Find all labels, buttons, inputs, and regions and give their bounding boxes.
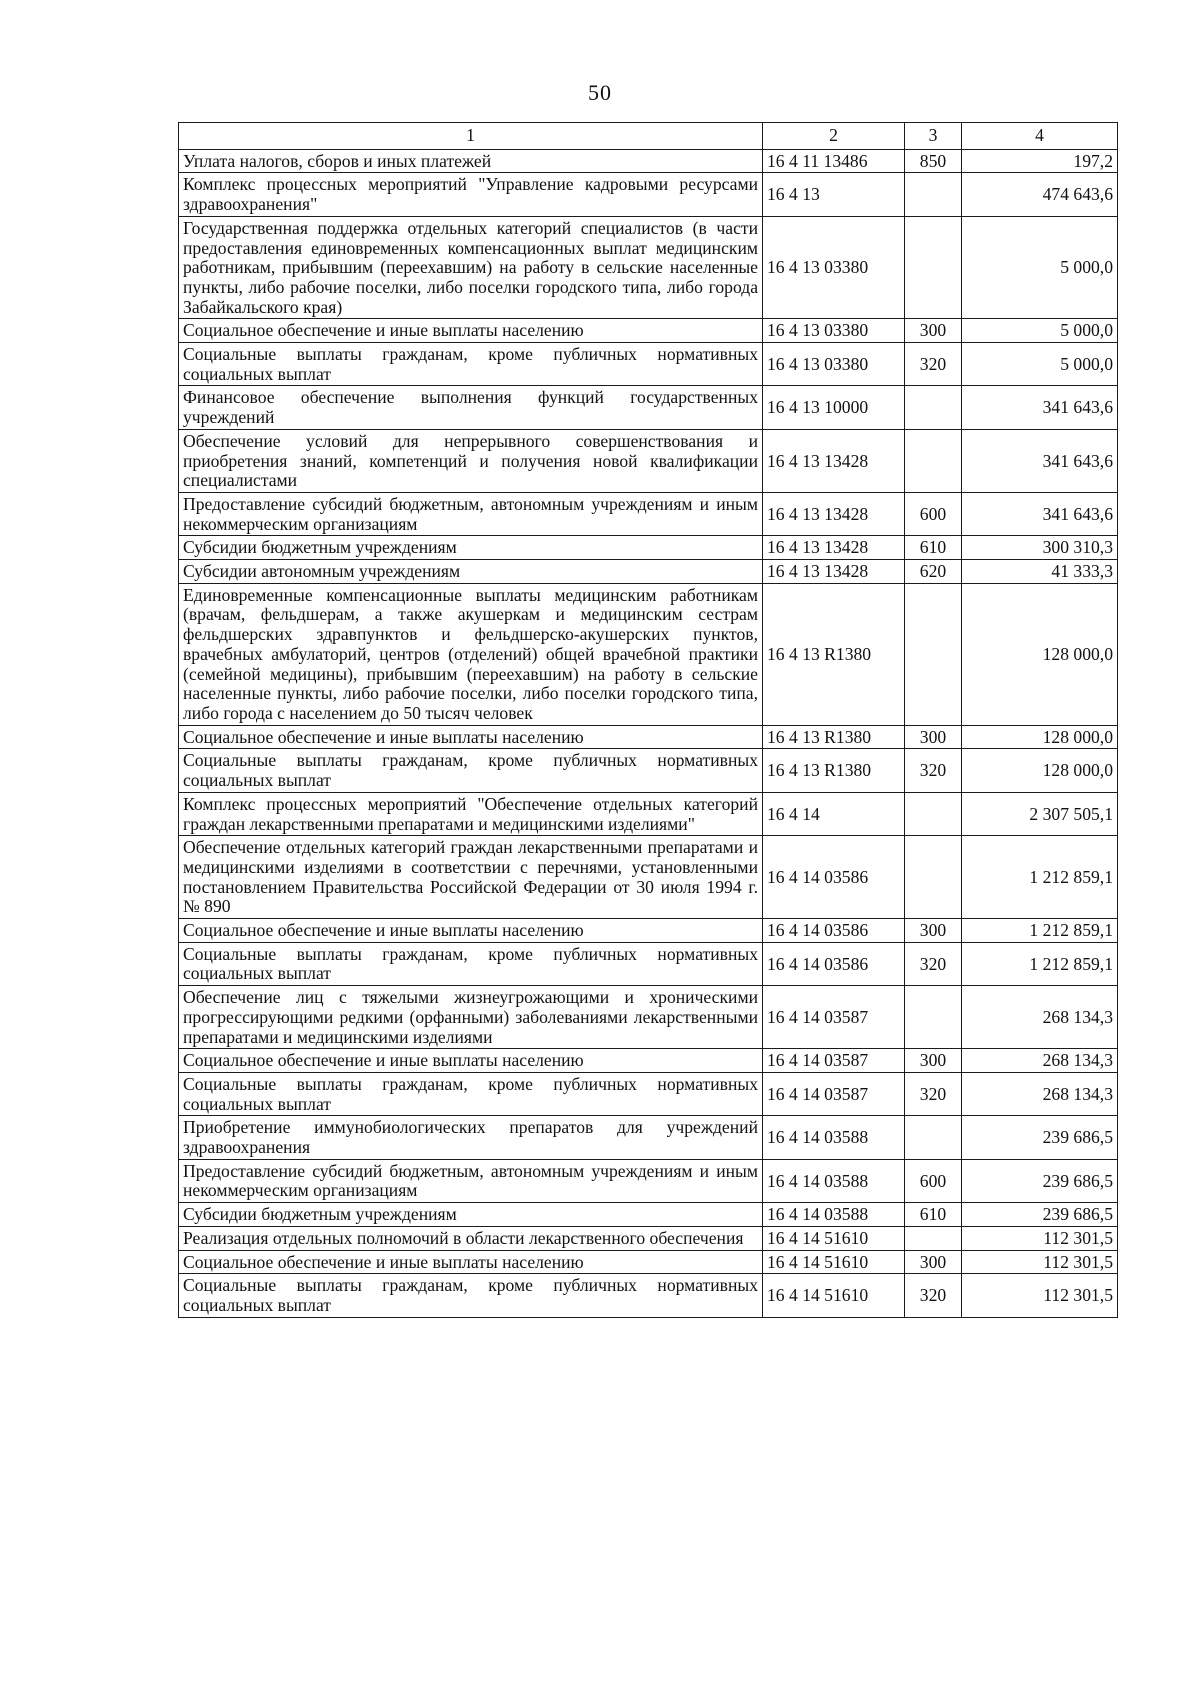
row-sum-cell: 341 643,6 xyxy=(962,492,1118,535)
row-code-cell: 16 4 13 10000 xyxy=(763,386,905,429)
row-name-cell: Субсидии автономным учреждениям xyxy=(179,560,763,584)
row-name-cell: Социальные выплаты гражданам, кроме публичных нормативных социальных выплат xyxy=(179,942,763,985)
row-name-cell: Социальное обеспечение и иные выплаты населению xyxy=(179,725,763,749)
table-row xyxy=(179,319,1118,343)
table-row xyxy=(179,919,1118,943)
row-sum-cell: 268 134,3 xyxy=(962,986,1118,1049)
row-sum-cell: 2 307 505,1 xyxy=(962,792,1118,835)
row-name-cell: Субсидии бюджетным учреждениям xyxy=(179,1203,763,1227)
table-row xyxy=(179,1250,1118,1274)
row-code-cell: 16 4 13 03380 xyxy=(763,216,905,319)
row-name-cell: Финансовое обеспечение выполнения функций государственных учреждений xyxy=(179,386,763,429)
row-type-cell: 610 xyxy=(905,1203,962,1227)
table-row xyxy=(179,386,1118,429)
row-code-cell: 16 4 14 03588 xyxy=(763,1203,905,1227)
table-header-row xyxy=(179,123,1118,150)
row-sum-cell: 239 686,5 xyxy=(962,1116,1118,1159)
row-code-cell: 16 4 13 R1380 xyxy=(763,583,905,725)
row-code-cell: 16 4 14 03588 xyxy=(763,1159,905,1202)
row-code-cell: 16 4 14 03586 xyxy=(763,836,905,919)
budget-table xyxy=(178,122,1118,1318)
row-type-cell: 300 xyxy=(905,1250,962,1274)
table-row xyxy=(179,986,1118,1049)
row-sum-cell: 128 000,0 xyxy=(962,749,1118,792)
row-sum-cell: 5 000,0 xyxy=(962,216,1118,319)
row-code-cell: 16 4 14 03587 xyxy=(763,1072,905,1115)
header-col-2: 2 xyxy=(763,123,905,150)
row-sum-cell: 112 301,5 xyxy=(962,1274,1118,1317)
table-row xyxy=(179,343,1118,386)
row-name-cell: Государственная поддержка отдельных категорий специалистов (в части предоставления единовременных компенсационных выплат медицинским работникам, прибывшим (переехавшим) на работу в сельские населенные пункты, либо рабочие поселки, либо поселки городского типа, либо города Забайкальского края) xyxy=(179,216,763,319)
table-row xyxy=(179,942,1118,985)
row-type-cell xyxy=(905,386,962,429)
table-row xyxy=(179,749,1118,792)
table-row xyxy=(179,583,1118,725)
row-type-cell xyxy=(905,1226,962,1250)
row-type-cell xyxy=(905,792,962,835)
row-code-cell: 16 4 13 13428 xyxy=(763,560,905,584)
row-code-cell: 16 4 13 03380 xyxy=(763,343,905,386)
row-code-cell: 16 4 13 R1380 xyxy=(763,725,905,749)
row-code-cell: 16 4 14 03588 xyxy=(763,1116,905,1159)
row-name-cell: Обеспечение лиц с тяжелыми жизнеугрожающими и хроническими прогрессирующими редкими (орфанными) заболеваниями лекарственными препаратами и медицинскими изделиями xyxy=(179,986,763,1049)
row-code-cell: 16 4 14 51610 xyxy=(763,1250,905,1274)
row-sum-cell: 1 212 859,1 xyxy=(962,919,1118,943)
row-sum-cell: 5 000,0 xyxy=(962,343,1118,386)
row-sum-cell: 341 643,6 xyxy=(962,386,1118,429)
row-name-cell: Обеспечение условий для непрерывного совершенствования и приобретения знаний, компетенций и получения новой квалификации специалистами xyxy=(179,429,763,492)
row-sum-cell: 112 301,5 xyxy=(962,1226,1118,1250)
row-sum-cell: 341 643,6 xyxy=(962,429,1118,492)
row-name-cell: Комплекс процессных мероприятий "Управление кадровыми ресурсами здравоохранения" xyxy=(179,173,763,216)
table-row xyxy=(179,836,1118,919)
row-type-cell xyxy=(905,1116,962,1159)
row-name-cell: Социальное обеспечение и иные выплаты населению xyxy=(179,919,763,943)
row-name-cell: Предоставление субсидий бюджетным, автономным учреждениям и иным некоммерческим организациям xyxy=(179,492,763,535)
row-sum-cell: 268 134,3 xyxy=(962,1049,1118,1073)
table-row xyxy=(179,1049,1118,1073)
row-type-cell: 620 xyxy=(905,560,962,584)
row-type-cell: 300 xyxy=(905,725,962,749)
row-name-cell: Субсидии бюджетным учреждениям xyxy=(179,536,763,560)
row-code-cell: 16 4 13 13428 xyxy=(763,429,905,492)
row-name-cell: Социальные выплаты гражданам, кроме публичных нормативных социальных выплат xyxy=(179,343,763,386)
row-type-cell: 300 xyxy=(905,319,962,343)
row-code-cell: 16 4 13 xyxy=(763,173,905,216)
row-code-cell: 16 4 14 51610 xyxy=(763,1274,905,1317)
row-code-cell: 16 4 13 R1380 xyxy=(763,749,905,792)
row-type-cell xyxy=(905,216,962,319)
row-type-cell xyxy=(905,986,962,1049)
row-sum-cell: 112 301,5 xyxy=(962,1250,1118,1274)
row-type-cell: 320 xyxy=(905,749,962,792)
row-type-cell: 320 xyxy=(905,942,962,985)
row-sum-cell: 1 212 859,1 xyxy=(962,942,1118,985)
row-type-cell: 600 xyxy=(905,492,962,535)
row-sum-cell: 197,2 xyxy=(962,149,1118,173)
row-code-cell: 16 4 14 51610 xyxy=(763,1226,905,1250)
row-code-cell: 16 4 13 13428 xyxy=(763,536,905,560)
row-name-cell: Реализация отдельных полномочий в области лекарственного обеспечения xyxy=(179,1226,763,1250)
row-name-cell: Приобретение иммунобиологических препаратов для учреждений здравоохранения xyxy=(179,1116,763,1159)
row-code-cell: 16 4 14 03587 xyxy=(763,1049,905,1073)
header-col-4: 4 xyxy=(962,123,1118,150)
row-name-cell: Единовременные компенсационные выплаты медицинским работникам (врачам, фельдшерам, а также акушеркам и медицинским сестрам фельдшерских здравпунктов и фельдшерско-акушерских пунктов, врачебных амбулаторий, центров (отделений) общей врачебной практики (семейной медицины), прибывшим (переехавшим) на работу в сельские населенные пункты, либо рабочие поселки, либо поселки городского типа, либо города с населением до 50 тысяч человек xyxy=(179,583,763,725)
row-sum-cell: 268 134,3 xyxy=(962,1072,1118,1115)
row-type-cell: 850 xyxy=(905,149,962,173)
header-col-1: 1 xyxy=(179,123,763,150)
row-code-cell: 16 4 14 03586 xyxy=(763,919,905,943)
row-name-cell: Социальное обеспечение и иные выплаты населению xyxy=(179,1250,763,1274)
table-row xyxy=(179,560,1118,584)
row-type-cell: 320 xyxy=(905,1274,962,1317)
table-row xyxy=(179,1203,1118,1227)
row-type-cell xyxy=(905,583,962,725)
table-row xyxy=(179,1116,1118,1159)
table-row xyxy=(179,216,1118,319)
row-type-cell: 300 xyxy=(905,1049,962,1073)
row-type-cell: 320 xyxy=(905,1072,962,1115)
row-type-cell: 610 xyxy=(905,536,962,560)
row-type-cell: 300 xyxy=(905,919,962,943)
row-code-cell: 16 4 13 03380 xyxy=(763,319,905,343)
table-row xyxy=(179,429,1118,492)
row-name-cell: Обеспечение отдельных категорий граждан лекарственными препаратами и медицинскими изделиями в соответствии с перечнями, установленными постановлением Правительства Российской Федерации от 30 июля 1994 г. № 890 xyxy=(179,836,763,919)
row-type-cell xyxy=(905,173,962,216)
row-type-cell: 600 xyxy=(905,1159,962,1202)
row-name-cell: Социальное обеспечение и иные выплаты населению xyxy=(179,319,763,343)
table-row xyxy=(179,492,1118,535)
row-code-cell: 16 4 14 03587 xyxy=(763,986,905,1049)
row-code-cell: 16 4 14 03586 xyxy=(763,942,905,985)
row-sum-cell: 474 643,6 xyxy=(962,173,1118,216)
table-row xyxy=(179,149,1118,173)
row-type-cell: 320 xyxy=(905,343,962,386)
table-row xyxy=(179,1072,1118,1115)
row-name-cell: Уплата налогов, сборов и иных платежей xyxy=(179,149,763,173)
row-type-cell xyxy=(905,836,962,919)
table-row xyxy=(179,1159,1118,1202)
row-name-cell: Социальные выплаты гражданам, кроме публичных нормативных социальных выплат xyxy=(179,1274,763,1317)
row-sum-cell: 128 000,0 xyxy=(962,725,1118,749)
table-row xyxy=(179,725,1118,749)
row-name-cell: Социальные выплаты гражданам, кроме публичных нормативных социальных выплат xyxy=(179,1072,763,1115)
row-sum-cell: 5 000,0 xyxy=(962,319,1118,343)
table-row xyxy=(179,173,1118,216)
row-sum-cell: 239 686,5 xyxy=(962,1203,1118,1227)
table-row xyxy=(179,792,1118,835)
row-code-cell: 16 4 13 13428 xyxy=(763,492,905,535)
row-sum-cell: 128 000,0 xyxy=(962,583,1118,725)
row-name-cell: Социальное обеспечение и иные выплаты населению xyxy=(179,1049,763,1073)
table-row xyxy=(179,1274,1118,1317)
row-sum-cell: 239 686,5 xyxy=(962,1159,1118,1202)
page-number: 50 xyxy=(588,80,612,105)
row-type-cell xyxy=(905,429,962,492)
row-name-cell: Предоставление субсидий бюджетным, автономным учреждениям и иным некоммерческим организациям xyxy=(179,1159,763,1202)
header-col-3: 3 xyxy=(905,123,962,150)
row-code-cell: 16 4 11 13486 xyxy=(763,149,905,173)
row-name-cell: Социальные выплаты гражданам, кроме публичных нормативных социальных выплат xyxy=(179,749,763,792)
table-row xyxy=(179,1226,1118,1250)
row-sum-cell: 41 333,3 xyxy=(962,560,1118,584)
row-code-cell: 16 4 14 xyxy=(763,792,905,835)
row-sum-cell: 300 310,3 xyxy=(962,536,1118,560)
row-name-cell: Комплекс процессных мероприятий "Обеспечение отдельных категорий граждан лекарственными препаратами и медицинскими изделиями" xyxy=(179,792,763,835)
row-sum-cell: 1 212 859,1 xyxy=(962,836,1118,919)
table-body xyxy=(179,149,1118,1317)
table-row xyxy=(179,536,1118,560)
